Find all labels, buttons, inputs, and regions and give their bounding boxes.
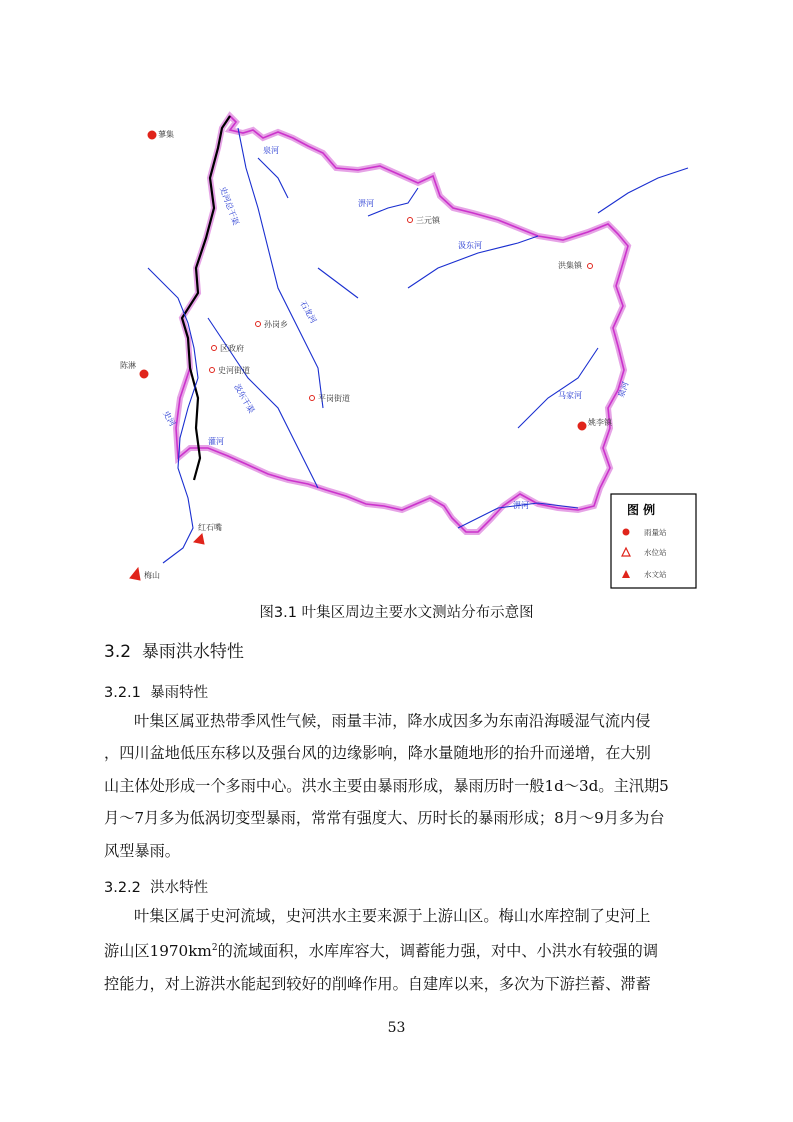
hydrology-station-map xyxy=(118,108,698,590)
river-label: 汲东干渠 xyxy=(232,382,257,415)
place-label: 洪集镇 xyxy=(558,261,582,270)
river-label: 泉河 xyxy=(263,146,279,155)
river-label: 汲东河 xyxy=(458,241,482,250)
place-label: 孙岗乡 xyxy=(264,320,288,329)
river-label: 淠河 xyxy=(358,199,374,208)
place-label: 史河街道 xyxy=(218,366,250,375)
subsection-title: 暴雨特性 xyxy=(150,685,209,701)
place-label: 陈淋 xyxy=(120,361,136,370)
section-heading xyxy=(104,637,244,662)
place-label: 红石嘴 xyxy=(198,523,222,532)
river-label: 灌河 xyxy=(208,437,224,446)
subsection-heading-2 xyxy=(104,876,208,897)
place-label: 区政府 xyxy=(220,344,244,353)
legend-title: 图 例 xyxy=(627,503,656,517)
subsection-title: 洪水特性 xyxy=(150,880,209,896)
place-label: 平岗街道 xyxy=(318,394,350,403)
legend-item: 水位站 xyxy=(644,548,667,557)
section-number: 3.2 xyxy=(104,642,132,662)
map-svg xyxy=(118,108,698,590)
place-label: 三元镇 xyxy=(416,216,440,225)
text-line: 月～7月多为低涡切变型暴雨，常常有强度大、历时长的暴雨形成；8月～9月多为台 xyxy=(104,809,665,828)
paragraph-flood xyxy=(104,900,690,1000)
text-line: 控能力，对上游洪水能起到较好的削峰作用。自建库以来，多次为下游拦蓄、滞蓄 xyxy=(104,974,651,993)
superscript: 2 xyxy=(211,943,218,954)
text-line xyxy=(104,932,690,967)
province-line xyxy=(182,116,230,480)
text-line: 山主体处形成一个多雨中心。洪水主要由暴雨形成，暴雨历时一般1d～3d。主汛期5 xyxy=(104,776,669,795)
map-legend xyxy=(611,494,696,588)
text-fragment: 的流域面积，水库库容大，调蓄能力强，对中、小洪水有较强的调 xyxy=(217,942,658,961)
place-label: 姚李镇 xyxy=(588,418,612,427)
river-label: 泉河 xyxy=(616,380,631,399)
text-line: ，四川盆地低压东移以及强台风的边缘影响，降水量随地形的抬升而递增，在大别 xyxy=(104,744,651,763)
subsection-heading-1 xyxy=(104,681,208,702)
river-label: 淠河 xyxy=(513,501,529,510)
place-label: 梅山 xyxy=(144,571,160,580)
text-fragment: 游山区1970km xyxy=(104,942,212,961)
page-number: 53 xyxy=(387,1020,406,1036)
subsection-number: 3.2.1 xyxy=(104,685,141,701)
legend-item: 雨量站 xyxy=(644,528,667,537)
paragraph-rainstorm xyxy=(104,705,690,867)
river-label: 史河 xyxy=(161,409,178,428)
text-line: 叶集区属于史河流域，史河洪水主要来源于上游山区。梅山水库控制了史河上 xyxy=(134,907,651,925)
legend-item: 水文站 xyxy=(644,570,667,579)
text-line: 叶集区属亚热带季风性气候，雨量丰沛，降水成因多为东南沿海暖湿气流内侵 xyxy=(134,712,651,730)
place-label: 蓼集 xyxy=(158,130,174,139)
figure-caption: 图3.1 叶集区周边主要水文测站分布示意图 xyxy=(259,605,534,621)
river-label: 石龙河 xyxy=(298,299,319,325)
district-boundary xyxy=(176,116,631,532)
river-label: 马家河 xyxy=(558,391,582,400)
subsection-number: 3.2.2 xyxy=(104,880,141,896)
section-title: 暴雨洪水特性 xyxy=(141,642,244,662)
river-label: 史河总干渠 xyxy=(218,185,241,227)
text-line: 风型暴雨。 xyxy=(104,841,180,860)
